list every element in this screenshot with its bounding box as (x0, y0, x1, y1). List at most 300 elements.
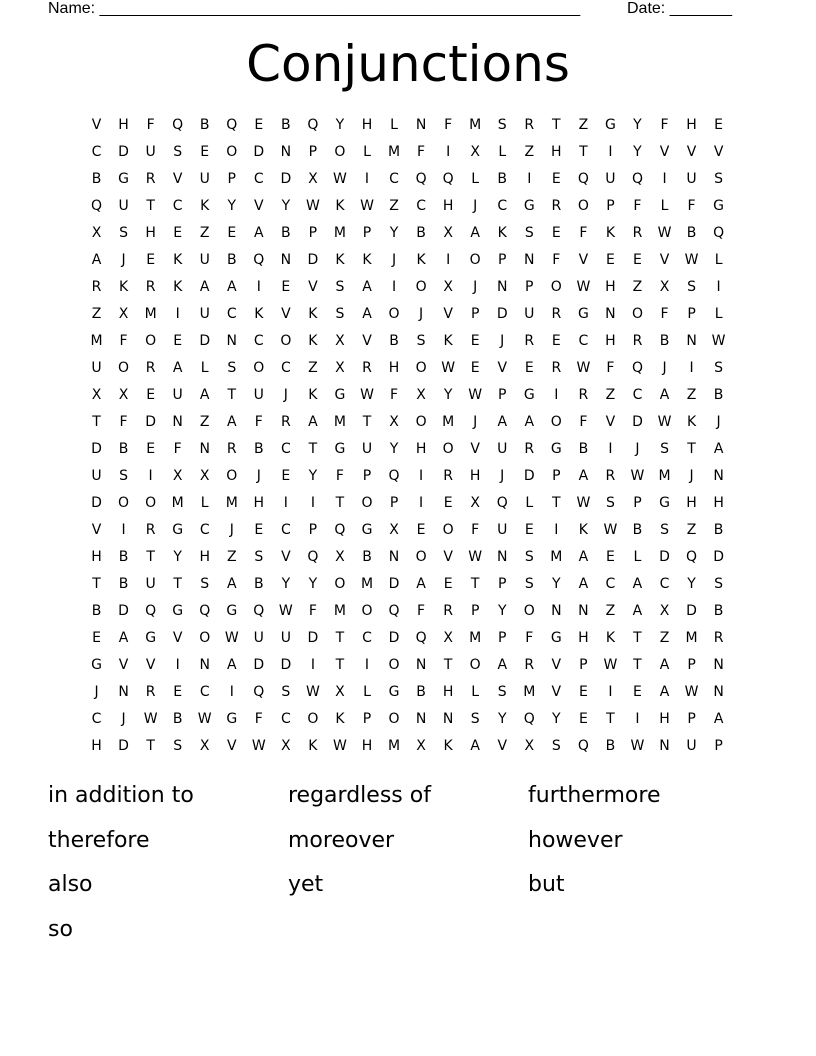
grid-letter[interactable]: P (552, 468, 561, 484)
grid-letter[interactable]: F (579, 225, 588, 241)
grid-letter[interactable]: K (335, 198, 345, 214)
grid-letter[interactable]: O (334, 144, 346, 160)
grid-letter[interactable]: J (473, 414, 478, 430)
grid-letter[interactable]: F (308, 603, 317, 619)
grid-letter[interactable]: S (524, 549, 534, 565)
grid-letter[interactable]: B (254, 576, 264, 592)
grid-letter[interactable]: C (632, 387, 643, 403)
grid-letter[interactable]: N (415, 711, 427, 727)
grid-letter[interactable]: N (280, 252, 292, 268)
grid-letter[interactable]: C (253, 171, 264, 187)
grid-letter[interactable]: P (362, 225, 372, 241)
grid-letter[interactable]: C (199, 684, 210, 700)
grid-letter[interactable]: O (631, 306, 643, 322)
grid-letter[interactable]: Q (253, 684, 265, 700)
grid-letter[interactable]: G (659, 495, 670, 511)
grid-letter[interactable]: F (417, 144, 426, 160)
grid-letter[interactable]: Z (605, 603, 616, 619)
grid-letter[interactable]: H (388, 360, 400, 376)
grid-letter[interactable]: A (524, 414, 535, 430)
grid-letter[interactable]: D (388, 576, 400, 592)
grid-letter[interactable]: X (389, 414, 399, 430)
grid-letter[interactable]: A (199, 279, 210, 295)
grid-letter[interactable]: T (687, 441, 696, 457)
grid-letter[interactable]: Q (388, 468, 400, 484)
grid-letter[interactable]: U (253, 387, 264, 403)
grid-letter[interactable]: K (362, 252, 372, 268)
grid-letter[interactable]: S (551, 738, 561, 754)
grid-letter[interactable]: I (689, 360, 694, 376)
grid-letter[interactable]: I (608, 684, 613, 700)
grid-letter[interactable]: O (145, 333, 157, 349)
grid-letter[interactable]: O (118, 360, 130, 376)
grid-letter[interactable]: R (524, 441, 535, 457)
grid-letter[interactable]: E (524, 522, 534, 538)
grid-letter[interactable]: B (91, 603, 102, 619)
grid-letter[interactable]: F (606, 360, 615, 376)
grid-letter[interactable]: X (118, 387, 129, 403)
grid-letter[interactable]: O (577, 198, 589, 214)
grid-letter[interactable]: K (173, 279, 183, 295)
grid-letter[interactable]: D (145, 414, 156, 430)
grid-letter[interactable]: W (576, 360, 591, 376)
grid-letter[interactable]: L (633, 549, 642, 565)
grid-letter[interactable]: O (415, 279, 427, 295)
grid-letter[interactable]: A (578, 549, 589, 565)
grid-letter[interactable]: L (714, 306, 723, 322)
grid-letter[interactable]: F (119, 333, 128, 349)
grid-letter[interactable]: W (657, 414, 672, 430)
grid-letter[interactable]: J (391, 252, 397, 268)
grid-letter[interactable]: P (714, 738, 723, 754)
grid-letter[interactable]: E (416, 522, 426, 538)
grid-letter[interactable]: J (473, 198, 478, 214)
grid-letter[interactable]: Z (659, 630, 670, 646)
grid-letter[interactable]: I (716, 279, 721, 295)
grid-letter[interactable]: H (605, 279, 616, 295)
grid-letter[interactable]: N (496, 279, 508, 295)
grid-letter[interactable]: S (660, 441, 669, 457)
grid-letter[interactable]: R (362, 360, 372, 376)
grid-letter[interactable]: Q (442, 171, 454, 187)
grid-letter[interactable]: N (524, 252, 535, 268)
grid-letter[interactable]: T (146, 738, 155, 754)
grid-letter[interactable]: A (470, 225, 480, 241)
grid-letter[interactable]: S (227, 360, 237, 376)
grid-letter[interactable]: S (119, 225, 129, 241)
grid-letter[interactable]: X (659, 279, 670, 295)
grid-letter[interactable]: R (632, 333, 643, 349)
grid-letter[interactable]: D (253, 657, 265, 673)
grid-letter[interactable]: H (442, 684, 454, 700)
grid-letter[interactable]: R (145, 522, 156, 538)
grid-letter[interactable]: A (226, 657, 237, 673)
grid-letter[interactable]: H (605, 333, 616, 349)
grid-letter[interactable]: B (281, 225, 291, 241)
grid-letter[interactable]: U (361, 441, 373, 457)
grid-letter[interactable]: P (470, 306, 480, 322)
grid-letter[interactable]: K (118, 279, 129, 295)
grid-letter[interactable]: V (443, 549, 453, 565)
grid-letter[interactable]: Z (605, 387, 616, 403)
grid-letter[interactable]: H (199, 549, 210, 565)
grid-letter[interactable]: Q (415, 630, 427, 646)
grid-letter[interactable]: A (199, 387, 210, 403)
grid-letter[interactable]: F (173, 441, 182, 457)
grid-letter[interactable]: I (446, 144, 451, 160)
grid-letter[interactable]: G (523, 387, 535, 403)
grid-letter[interactable]: B (91, 171, 102, 187)
grid-letter[interactable]: Q (631, 360, 643, 376)
grid-letter[interactable]: Y (497, 603, 507, 619)
grid-letter[interactable]: C (659, 576, 670, 592)
grid-letter[interactable]: C (226, 306, 237, 322)
grid-letter[interactable]: Y (308, 468, 318, 484)
grid-letter[interactable]: X (281, 738, 291, 754)
grid-letter[interactable]: X (416, 387, 426, 403)
grid-letter[interactable]: B (605, 738, 616, 754)
grid-letter[interactable]: K (308, 387, 318, 403)
grid-letter[interactable]: T (146, 198, 155, 214)
grid-letter[interactable]: A (362, 306, 372, 322)
grid-letter[interactable]: I (310, 657, 315, 673)
grid-letter[interactable]: Y (281, 198, 291, 214)
grid-letter[interactable]: Q (334, 522, 346, 538)
grid-letter[interactable]: B (713, 603, 724, 619)
grid-letter[interactable]: X (524, 738, 535, 754)
grid-letter[interactable]: B (497, 171, 508, 187)
grid-letter[interactable]: B (254, 441, 264, 457)
grid-letter[interactable]: N (199, 657, 210, 673)
grid-letter[interactable]: E (200, 144, 210, 160)
grid-letter[interactable]: J (689, 468, 694, 484)
grid-letter[interactable]: R (551, 198, 562, 214)
grid-letter[interactable]: V (281, 549, 291, 565)
grid-letter[interactable]: I (446, 252, 451, 268)
grid-letter[interactable]: M (685, 630, 698, 646)
grid-letter[interactable]: M (387, 738, 401, 754)
grid-letter[interactable]: D (307, 252, 319, 268)
grid-letter[interactable]: W (333, 171, 347, 187)
grid-letter[interactable]: Z (578, 117, 589, 133)
grid-letter[interactable]: K (254, 306, 264, 322)
grid-letter[interactable]: O (415, 549, 427, 565)
grid-letter[interactable]: W (278, 603, 293, 619)
grid-letter[interactable]: O (334, 576, 346, 592)
grid-letter[interactable]: N (605, 306, 616, 322)
grid-letter[interactable]: V (659, 252, 670, 268)
grid-letter[interactable]: N (686, 333, 697, 349)
grid-letter[interactable]: V (470, 441, 480, 457)
grid-letter[interactable]: L (390, 117, 398, 133)
grid-letter[interactable]: Z (686, 387, 697, 403)
grid-letter[interactable]: K (308, 333, 318, 349)
grid-letter[interactable]: E (281, 279, 291, 295)
grid-letter[interactable]: V (145, 657, 156, 673)
grid-letter[interactable]: V (226, 738, 237, 754)
grid-letter[interactable]: F (525, 630, 534, 646)
grid-letter[interactable]: T (335, 657, 345, 673)
grid-letter[interactable]: C (253, 333, 264, 349)
grid-letter[interactable]: K (200, 198, 210, 214)
grid-letter[interactable]: M (387, 144, 401, 160)
grid-letter[interactable]: T (470, 576, 480, 592)
grid-letter[interactable]: R (443, 603, 453, 619)
grid-letter[interactable]: P (227, 171, 236, 187)
grid-letter[interactable]: W (468, 549, 483, 565)
grid-letter[interactable]: C (362, 630, 372, 646)
grid-letter[interactable]: I (419, 468, 424, 484)
grid-letter[interactable]: V (308, 279, 318, 295)
grid-letter[interactable]: Y (335, 117, 345, 133)
grid-letter[interactable]: S (714, 576, 724, 592)
grid-letter[interactable]: I (283, 495, 288, 511)
grid-letter[interactable]: B (281, 117, 291, 133)
grid-letter[interactable]: M (360, 576, 374, 592)
grid-letter[interactable]: T (227, 387, 237, 403)
grid-letter[interactable]: J (635, 441, 640, 457)
grid-letter[interactable]: V (497, 360, 508, 376)
grid-letter[interactable]: E (633, 684, 642, 700)
grid-letter[interactable]: Q (307, 549, 319, 565)
grid-letter[interactable]: O (550, 279, 562, 295)
grid-letter[interactable]: S (524, 576, 534, 592)
grid-letter[interactable]: E (605, 252, 615, 268)
grid-letter[interactable]: U (686, 738, 697, 754)
grid-letter[interactable]: S (524, 225, 534, 241)
grid-letter[interactable]: V (91, 117, 102, 133)
grid-letter[interactable]: R (605, 468, 616, 484)
grid-letter[interactable]: I (554, 522, 559, 538)
grid-letter[interactable]: R (551, 306, 562, 322)
grid-letter[interactable]: D (91, 441, 102, 457)
grid-letter[interactable]: X (172, 468, 183, 484)
grid-letter[interactable]: D (118, 144, 129, 160)
grid-letter[interactable]: S (470, 711, 480, 727)
grid-letter[interactable]: M (550, 549, 563, 565)
grid-letter[interactable]: H (686, 495, 697, 511)
grid-letter[interactable]: X (416, 738, 426, 754)
grid-letter[interactable]: M (333, 414, 346, 430)
grid-letter[interactable]: W (576, 279, 591, 295)
grid-letter[interactable]: J (121, 252, 126, 268)
grid-letter[interactable]: C (199, 522, 210, 538)
grid-letter[interactable]: V (254, 198, 264, 214)
grid-letter[interactable]: C (389, 171, 399, 187)
grid-letter[interactable]: P (308, 144, 318, 160)
grid-letter[interactable]: C (91, 144, 102, 160)
grid-letter[interactable]: E (551, 333, 561, 349)
grid-letter[interactable]: Q (496, 495, 508, 511)
grid-letter[interactable]: S (200, 576, 210, 592)
grid-letter[interactable]: R (713, 630, 724, 646)
grid-letter[interactable]: E (146, 441, 156, 457)
grid-letter[interactable]: V (172, 171, 183, 187)
grid-letter[interactable]: R (145, 279, 156, 295)
grid-letter[interactable]: J (229, 522, 234, 538)
grid-letter[interactable]: A (416, 576, 426, 592)
grid-letter[interactable]: G (550, 630, 562, 646)
grid-letter[interactable]: K (416, 252, 426, 268)
grid-letter[interactable]: A (91, 252, 102, 268)
grid-letter[interactable]: K (308, 306, 318, 322)
grid-letter[interactable]: G (604, 117, 616, 133)
grid-letter[interactable]: N (496, 549, 508, 565)
grid-letter[interactable]: S (281, 684, 291, 700)
grid-letter[interactable]: B (118, 441, 129, 457)
grid-letter[interactable]: T (579, 144, 588, 160)
grid-letter[interactable]: V (443, 306, 453, 322)
grid-letter[interactable]: A (578, 468, 589, 484)
grid-letter[interactable]: U (280, 630, 291, 646)
grid-letter[interactable]: X (335, 684, 345, 700)
grid-letter[interactable]: V (686, 144, 697, 160)
grid-letter[interactable]: B (416, 684, 426, 700)
grid-letter[interactable]: S (173, 144, 183, 160)
grid-letter[interactable]: E (254, 522, 264, 538)
grid-letter[interactable]: U (145, 576, 156, 592)
grid-letter[interactable]: R (145, 360, 156, 376)
grid-letter[interactable]: N (713, 657, 724, 673)
grid-letter[interactable]: S (335, 306, 345, 322)
grid-letter[interactable]: B (389, 333, 399, 349)
grid-letter[interactable]: V (281, 306, 291, 322)
grid-letter[interactable]: I (310, 495, 315, 511)
grid-letter[interactable]: C (280, 711, 291, 727)
grid-letter[interactable]: X (443, 225, 453, 241)
grid-letter[interactable]: S (605, 495, 615, 511)
grid-letter[interactable]: R (578, 387, 589, 403)
grid-letter[interactable]: W (360, 198, 374, 214)
grid-letter[interactable]: H (415, 441, 427, 457)
grid-letter[interactable]: U (524, 306, 535, 322)
grid-letter[interactable]: A (713, 441, 724, 457)
grid-letter[interactable]: O (415, 360, 427, 376)
grid-letter[interactable]: C (280, 522, 291, 538)
grid-letter[interactable]: Q (577, 171, 589, 187)
grid-letter[interactable]: F (579, 414, 588, 430)
grid-letter[interactable]: A (226, 576, 237, 592)
grid-letter[interactable]: L (200, 495, 209, 511)
grid-letter[interactable]: M (658, 468, 671, 484)
grid-letter[interactable]: A (470, 738, 480, 754)
grid-letter[interactable]: H (145, 225, 156, 241)
grid-letter[interactable]: B (416, 225, 426, 241)
grid-letter[interactable]: S (119, 468, 129, 484)
grid-letter[interactable]: S (687, 279, 696, 295)
grid-letter[interactable]: I (391, 279, 397, 295)
grid-letter[interactable]: N (713, 684, 724, 700)
grid-letter[interactable]: Q (577, 738, 589, 754)
grid-letter[interactable]: B (362, 549, 372, 565)
grid-letter[interactable]: T (552, 495, 561, 511)
grid-letter[interactable]: M (442, 414, 455, 430)
grid-letter[interactable]: V (497, 738, 508, 754)
grid-letter[interactable]: S (497, 117, 507, 133)
grid-letter[interactable]: Y (633, 117, 642, 133)
grid-letter[interactable]: U (145, 144, 156, 160)
grid-letter[interactable]: A (578, 576, 589, 592)
grid-letter[interactable]: U (172, 387, 183, 403)
grid-letter[interactable]: P (633, 495, 642, 511)
grid-letter[interactable]: J (716, 414, 721, 430)
grid-letter[interactable]: Z (686, 522, 697, 538)
grid-letter[interactable]: X (389, 522, 399, 538)
grid-letter[interactable]: R (226, 441, 237, 457)
grid-letter[interactable]: F (552, 252, 561, 268)
grid-letter[interactable]: R (524, 333, 535, 349)
grid-letter[interactable]: I (229, 684, 234, 700)
grid-letter[interactable]: B (713, 387, 724, 403)
grid-letter[interactable]: P (687, 657, 696, 673)
grid-letter[interactable]: O (388, 657, 400, 673)
grid-letter[interactable]: R (551, 360, 562, 376)
grid-letter[interactable]: W (197, 711, 212, 727)
grid-letter[interactable]: W (684, 684, 699, 700)
grid-letter[interactable]: N (118, 684, 129, 700)
grid-letter[interactable]: X (335, 333, 345, 349)
grid-letter[interactable]: G (118, 171, 129, 187)
grid-letter[interactable]: I (148, 468, 153, 484)
grid-letter[interactable]: Z (524, 144, 535, 160)
grid-letter[interactable]: D (91, 495, 102, 511)
grid-letter[interactable]: U (199, 252, 210, 268)
grid-letter[interactable]: N (280, 144, 292, 160)
grid-letter[interactable]: J (419, 306, 424, 322)
grid-letter[interactable]: N (659, 738, 670, 754)
grid-letter[interactable]: Q (91, 198, 103, 214)
grid-letter[interactable]: I (608, 144, 613, 160)
grid-letter[interactable]: A (497, 414, 508, 430)
grid-letter[interactable]: B (199, 117, 210, 133)
grid-letter[interactable]: A (362, 279, 372, 295)
grid-letter[interactable]: G (145, 630, 157, 646)
grid-letter[interactable]: A (172, 360, 183, 376)
grid-letter[interactable]: Y (173, 549, 182, 565)
grid-letter[interactable]: M (171, 495, 184, 511)
grid-letter[interactable]: O (253, 360, 265, 376)
grid-letter[interactable]: E (470, 333, 480, 349)
grid-letter[interactable]: P (687, 306, 696, 322)
grid-letter[interactable]: H (361, 117, 373, 133)
grid-letter[interactable]: Y (308, 576, 318, 592)
grid-letter[interactable]: W (224, 630, 239, 646)
grid-letter[interactable]: Z (199, 414, 210, 430)
grid-letter[interactable]: K (173, 252, 183, 268)
grid-letter[interactable]: C (172, 198, 183, 214)
grid-letter[interactable]: T (335, 495, 345, 511)
grid-letter[interactable]: G (523, 198, 535, 214)
grid-letter[interactable]: M (144, 306, 157, 322)
grid-letter[interactable]: K (335, 252, 345, 268)
grid-letter[interactable]: Q (172, 117, 184, 133)
grid-letter[interactable]: X (118, 306, 129, 322)
grid-letter[interactable]: W (441, 360, 456, 376)
grid-letter[interactable]: T (146, 549, 155, 565)
grid-letter[interactable]: Q (523, 711, 535, 727)
grid-letter[interactable]: G (550, 441, 562, 457)
grid-letter[interactable]: X (91, 387, 102, 403)
grid-letter[interactable]: X (659, 603, 670, 619)
grid-letter[interactable]: N (226, 333, 237, 349)
grid-letter[interactable]: E (173, 333, 183, 349)
grid-letter[interactable]: A (308, 414, 318, 430)
grid-letter[interactable]: A (632, 603, 643, 619)
grid-letter[interactable]: F (444, 117, 453, 133)
grid-letter[interactable]: N (713, 468, 724, 484)
grid-letter[interactable]: H (442, 198, 454, 214)
grid-letter[interactable]: I (527, 171, 532, 187)
